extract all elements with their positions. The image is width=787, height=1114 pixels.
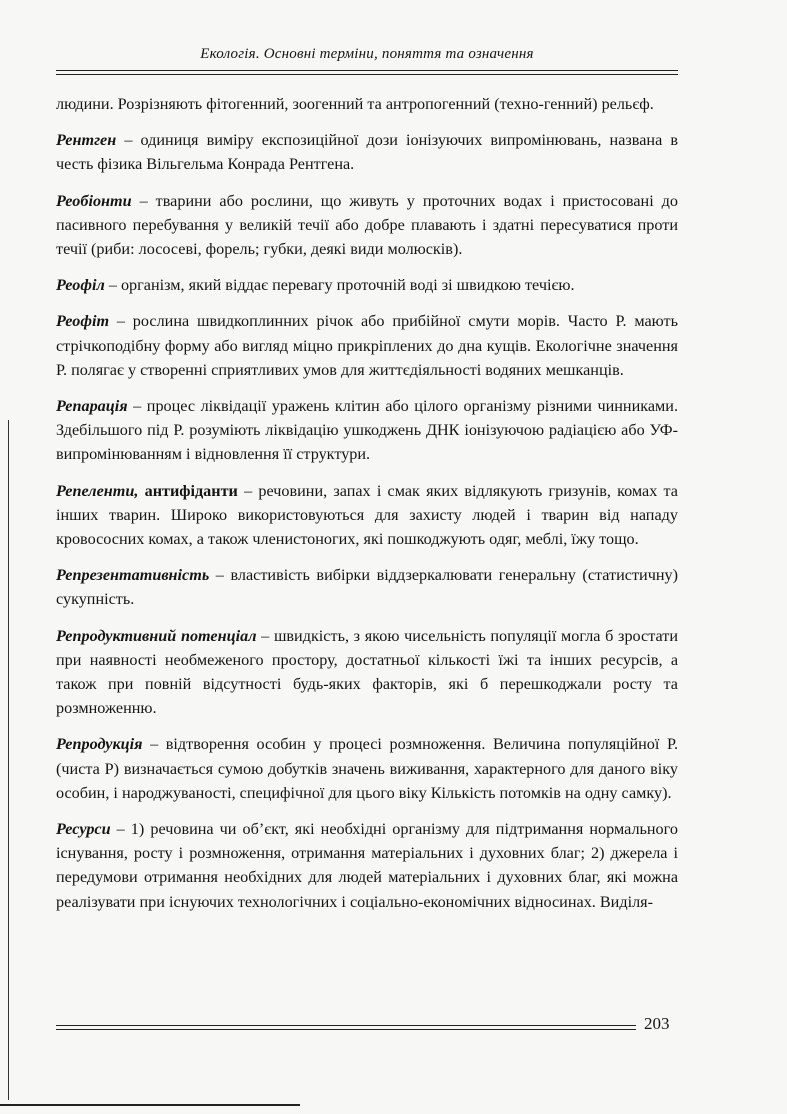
entry-term: Репарація — [56, 397, 128, 416]
entry-text: – речовини, запах і смак яких відлякують гризунів, комах та інших тварин. Широко використовуються для захисту людей і тварин від нападу кровососних комах, а також членистоногих, які пошкоджують одяг, меблі, їжу тощо. — [56, 481, 678, 549]
entry-reparatsiia — [56, 394, 678, 467]
entry-term: Репродукція — [56, 735, 143, 754]
entry-reproduktyvnyi-potentsial — [56, 624, 678, 721]
running-header: Екологія. Основні терміни, поняття та означення — [200, 46, 534, 62]
scan-margin-line — [8, 420, 9, 1100]
footer-rule-top — [56, 1025, 636, 1026]
entry-term: Реобіонти — [56, 191, 132, 210]
page-number: 203 — [644, 1014, 670, 1033]
entry-term: Рентген — [56, 131, 117, 150]
entry-text: – рослина швидкоплинних річок або прибійної смути морів. Часто Р. мають стрічкоподібну форму або вигляд міцно прикріплених до дна кущів. Екологічне значення Р. полягає у створенні сприятливих умов для життєдіяльності водяних мешканців. — [56, 312, 678, 379]
entry-text: – властивість вибірки віддзеркалювати генеральну (статистичну) сукупність. — [56, 566, 678, 609]
entry-text: – швидкість, з якою чисельність популяції могла б зростати при наявності необмеженого простору, достатньої кількості їжі та інших ресурсів, а також при повній відсутності будь-яких факторів, які б перешкоджали росту та розмноженню. — [56, 626, 678, 718]
entry-term: Реофіл — [56, 276, 105, 295]
footer-rule-bottom — [56, 1029, 636, 1030]
entry-term: Реофіт — [56, 312, 110, 331]
entry-text: людини. Розрізняють фітогенний, зоогенний та антропогенний (техно-генний) рельєф. — [56, 95, 654, 113]
entry-resursy — [56, 817, 678, 914]
scan-bottom-edge — [0, 1104, 300, 1106]
header-rule-bottom — [56, 74, 678, 75]
entry-text: – одиниця виміру експозиційної дози іонізуючих випромінювань, названа в честь фізика Вільгельма Конрада Рентгена. — [56, 131, 678, 174]
body-text — [56, 92, 678, 926]
entry-rentgen — [56, 128, 678, 176]
entry-term-secondary: антифіданти — [138, 481, 238, 500]
entry-text: – тварини або рослини, що живуть у проточних водах і пристосовані до пасивного перебування у великій течії або добре плавають і здатні пересуватися проти течії (риби: лососеві, форель; губки, деякі види молюсків). — [56, 191, 678, 259]
entry-repelenty — [56, 479, 678, 552]
entry-continuation — [56, 92, 678, 116]
entry-reobionty — [56, 189, 678, 262]
entry-reproduktsiia — [56, 732, 678, 805]
entry-term: Репродуктивний потенціал — [56, 626, 257, 645]
entry-term: Репеленти, — [56, 481, 139, 500]
entry-text: – 1) речовина чи об’єкт, які необхідні організму для підтримання нормального існування, росту і розмноження, отримання матеріальних і духовних благ; 2) джерела і передумови отримання необхідних для людей матеріальних і духовних благ, які можна реалізувати при існуючих технологічних і соціально-економічних відносинах. Виділя- — [56, 820, 678, 911]
entry-reprezentatyvnist — [56, 563, 678, 611]
entry-reofit — [56, 309, 678, 382]
entry-reofil — [56, 273, 678, 297]
entry-term: Репрезентативність — [56, 566, 210, 585]
entry-text: – організм, який віддає перевагу проточній воді зі швидкою течією. — [104, 276, 575, 295]
header-rule-top — [56, 70, 678, 71]
entry-text: – відтворення особин у процесі розмноження. Величина популяційної Р. (чиста Р) визначається сумою добутків значень виживання, характерного для даного віку особин, і народжуваності, специфічної для цього віку Кількість потомків на одну самку). — [56, 735, 678, 802]
entry-text: – процес ліквідації уражень клітин або цілого організму різними чинниками. Здебільшого під Р. розуміють ліквідацію ушкоджень ДНК іонізуючою радіацією або УФ-випромінюванням і відновлення її структури. — [56, 397, 678, 464]
entry-term: Ресурси — [56, 820, 111, 839]
